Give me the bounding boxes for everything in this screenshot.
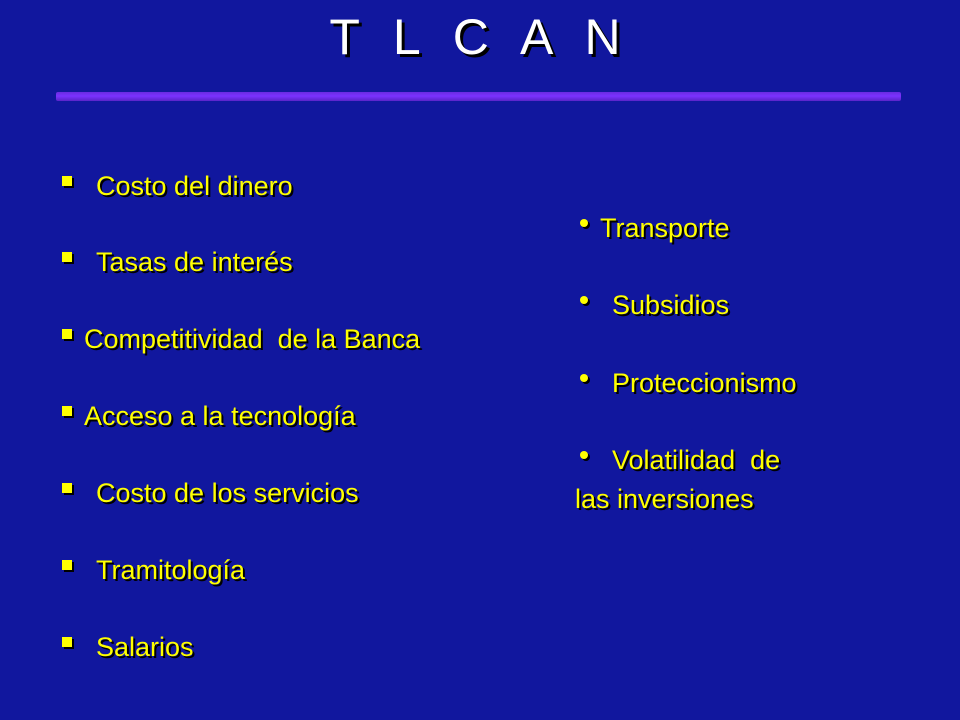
right-item-label: Transporte: [600, 213, 730, 243]
square-bullet-icon: [62, 176, 72, 186]
right-list-item-4: [580, 443, 780, 477]
square-bullet-icon: [62, 483, 72, 493]
round-bullet-icon: [580, 374, 588, 382]
square-bullet-icon: [62, 329, 72, 339]
left-item-label: Costo de los servicios: [96, 478, 359, 508]
left-item-label: Salarios: [96, 632, 194, 662]
round-bullet-icon: [580, 451, 588, 459]
left-list-item-7: [62, 630, 194, 664]
slide-title: T L C A N: [329, 9, 631, 65]
square-bullet-icon: [62, 560, 72, 570]
title-divider: [56, 92, 901, 101]
right-list-item-4-continuation: [575, 482, 754, 516]
left-item-label: Costo del dinero: [96, 171, 293, 201]
right-item-label: Proteccionismo: [612, 368, 797, 398]
round-bullet-icon: [580, 296, 588, 304]
left-list-item-4: [62, 399, 356, 433]
left-item-label: Tasas de interés: [96, 247, 293, 277]
square-bullet-icon: [62, 406, 72, 416]
left-list-item-6: [62, 553, 245, 587]
round-bullet-icon: [580, 219, 588, 227]
right-list-item-1: [580, 211, 730, 245]
right-item-label: las inversiones: [575, 484, 754, 514]
left-list-item-1: [62, 169, 293, 203]
right-list-item-3: [580, 366, 797, 400]
square-bullet-icon: [62, 637, 72, 647]
right-item-label: Volatilidad de: [612, 445, 781, 475]
square-bullet-icon: [62, 252, 72, 262]
right-list-item-2: [580, 288, 729, 322]
left-list-item-5: [62, 476, 359, 510]
left-item-label: Acceso a la tecnología: [84, 401, 356, 431]
left-item-label: Tramitología: [96, 555, 246, 585]
left-item-label: Competitividad de la Banca: [84, 324, 421, 354]
left-list-item-3: [62, 322, 420, 356]
right-item-label: Subsidios: [612, 290, 730, 320]
left-list-item-2: [62, 245, 293, 279]
